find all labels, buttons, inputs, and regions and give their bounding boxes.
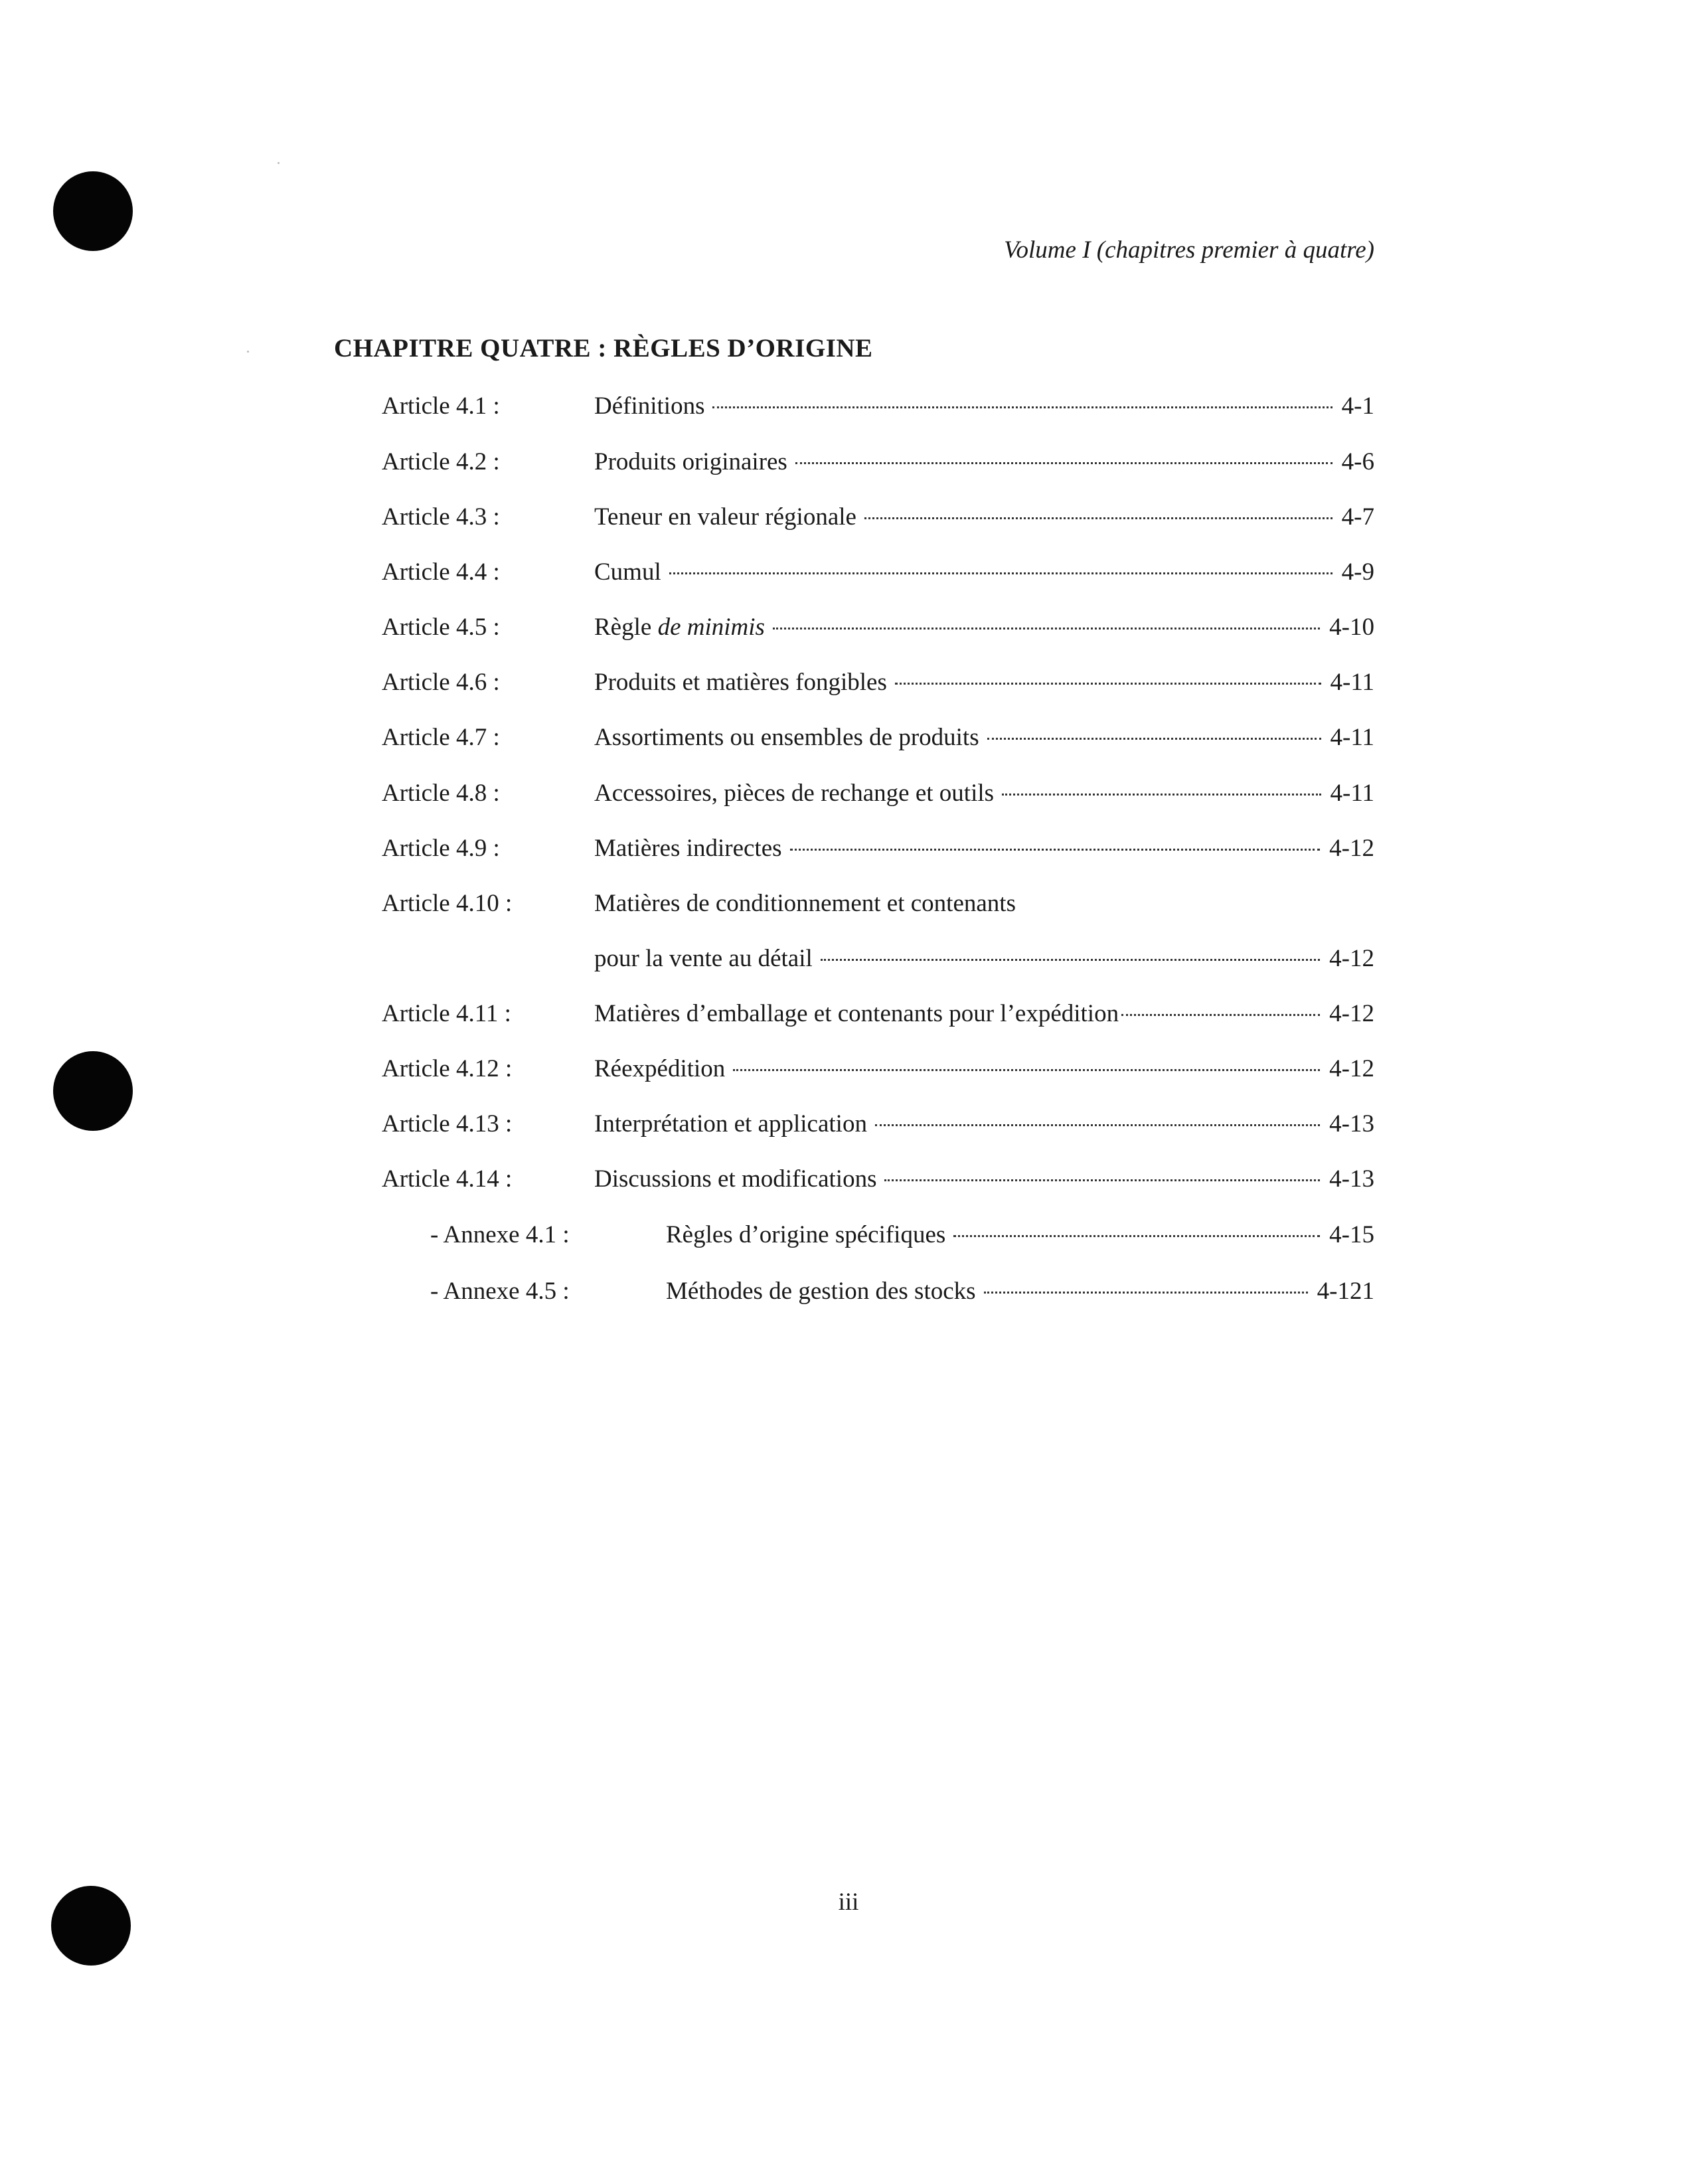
toc-page-ref[interactable]: 4-13 [1329,1110,1374,1137]
toc-page-ref[interactable]: 4-121 [1317,1278,1374,1305]
toc-page-ref[interactable]: 4-12 [1329,1055,1374,1082]
scan-speck [247,351,249,353]
toc-page-ref[interactable]: 4-11 [1330,780,1374,807]
toc-article-label: Article 4.1 : [382,392,500,420]
toc-page-ref[interactable]: 4-12 [1329,835,1374,862]
toc-row-article-4-8 [0,774,1697,813]
running-head: Volume I (chapitres premier à quatre) [1004,236,1374,264]
toc-article-label: Article 4.6 : [382,669,500,696]
toc-article-title-continued[interactable]: pour la vente au détail [594,945,813,972]
toc-dot-leader [984,1292,1308,1294]
toc-page-ref[interactable]: 4-9 [1341,558,1374,586]
toc-row-article-4-3 [0,497,1697,537]
toc-dot-leader [790,849,1321,851]
toc-row-article-4-7 [0,718,1697,758]
toc-annex-label: - Annexe 4.5 : [430,1278,570,1305]
toc-article-title[interactable] [594,608,765,647]
toc-dot-leader [733,1069,1320,1071]
toc-annex-label: - Annexe 4.1 : [430,1221,570,1248]
toc-article-label: Article 4.4 : [382,558,500,586]
toc-page-ref[interactable]: 4-11 [1330,724,1374,751]
toc-page-ref[interactable]: 4-13 [1329,1165,1374,1193]
toc-article-title[interactable]: Discussions et modifications [594,1165,877,1193]
toc-article-label: Article 4.8 : [382,780,500,807]
toc-dot-leader [773,628,1320,630]
toc-page-ref[interactable]: 4-15 [1329,1221,1374,1248]
toc-article-label: Article 4.3 : [382,503,500,531]
toc-page-ref[interactable]: 4-1 [1341,392,1374,420]
toc-page-ref[interactable]: 4-12 [1329,1000,1374,1027]
toc-row-article-4-4 [0,552,1697,592]
toc-dot-leader [795,462,1333,464]
toc-row-article-4-1 [0,386,1697,426]
toc-row-article-4-10 [0,884,1697,924]
toc-dot-leader [875,1124,1320,1126]
toc-dot-leader [712,406,1332,408]
punch-hole-bottom [51,1886,131,1966]
toc-dot-leader [864,517,1333,519]
toc-row-article-4-6 [0,663,1697,703]
toc-article-title[interactable]: Interprétation et application [594,1110,867,1137]
toc-article-label: Article 4.14 : [382,1165,513,1193]
toc-article-title[interactable]: Matières de conditionnement et contenants [594,890,1016,917]
toc-article-label: Article 4.10 : [382,890,513,917]
toc-article-title[interactable]: Accessoires, pièces de rechange et outils [594,780,995,807]
toc-row-annex-4-1 [0,1215,1697,1255]
toc-title-italic: de minimis [657,614,765,641]
toc-title-prefix: Règle [594,614,658,641]
toc-article-title[interactable]: Matières indirectes [594,835,782,862]
toc-row-article-4-12 [0,1049,1697,1089]
toc-dot-leader [821,959,1320,961]
chapter-title: CHAPITRE QUATRE : RÈGLES D’ORIGINE [334,334,873,363]
toc-article-label: Article 4.11 : [382,1000,511,1027]
page-number: iii [838,1889,859,1916]
toc-article-label: Article 4.9 : [382,835,500,862]
punch-hole-top [53,171,133,251]
toc-article-title[interactable]: Réexpédition [594,1055,726,1082]
toc-article-title[interactable]: Cumul [594,558,661,586]
toc-article-label: Article 4.13 : [382,1110,513,1137]
toc-row-article-4-13 [0,1104,1697,1144]
toc-article-title[interactable]: Assortiments ou ensembles de produits [594,724,979,751]
toc-article-title[interactable]: Produits et matières fongibles [594,669,887,696]
toc-dot-leader [1121,1014,1320,1016]
toc-page-ref[interactable]: 4-7 [1341,503,1374,531]
toc-article-title[interactable]: Matières d’emballage et contenants pour l’expédition [594,1000,1119,1027]
toc-row-article-4-11 [0,994,1697,1034]
toc-dot-leader [884,1179,1320,1181]
toc-row-annex-4-5 [0,1272,1697,1311]
toc-row-article-4-2 [0,442,1697,482]
toc-dot-leader [987,738,1321,740]
toc-article-label: Article 4.5 : [382,614,500,641]
toc-page-ref[interactable]: 4-11 [1330,669,1374,696]
toc-article-label: Article 4.2 : [382,448,500,475]
toc-article-title[interactable]: Définitions [594,392,705,420]
toc-dot-leader [1002,794,1321,796]
toc-article-title[interactable]: Teneur en valeur régionale [594,503,856,531]
toc-dot-leader [953,1235,1320,1237]
toc-article-title[interactable]: Produits originaires [594,448,787,475]
scan-speck [278,162,280,164]
toc-row-article-4-5 [0,608,1697,647]
toc-annex-title[interactable]: Règles d’origine spécifiques [666,1221,946,1248]
toc-article-label: Article 4.12 : [382,1055,513,1082]
toc-row-article-4-10-continued [0,939,1697,979]
toc-row-article-4-14 [0,1159,1697,1199]
toc-annex-title[interactable]: Méthodes de gestion des stocks [666,1278,976,1305]
toc-article-label: Article 4.7 : [382,724,500,751]
toc-dot-leader [669,572,1333,574]
toc-page-ref[interactable]: 4-6 [1341,448,1374,475]
toc-row-article-4-9 [0,829,1697,869]
toc-dot-leader [895,683,1321,685]
toc-page-ref[interactable]: 4-12 [1329,945,1374,972]
toc-page-ref[interactable]: 4-10 [1329,614,1374,641]
